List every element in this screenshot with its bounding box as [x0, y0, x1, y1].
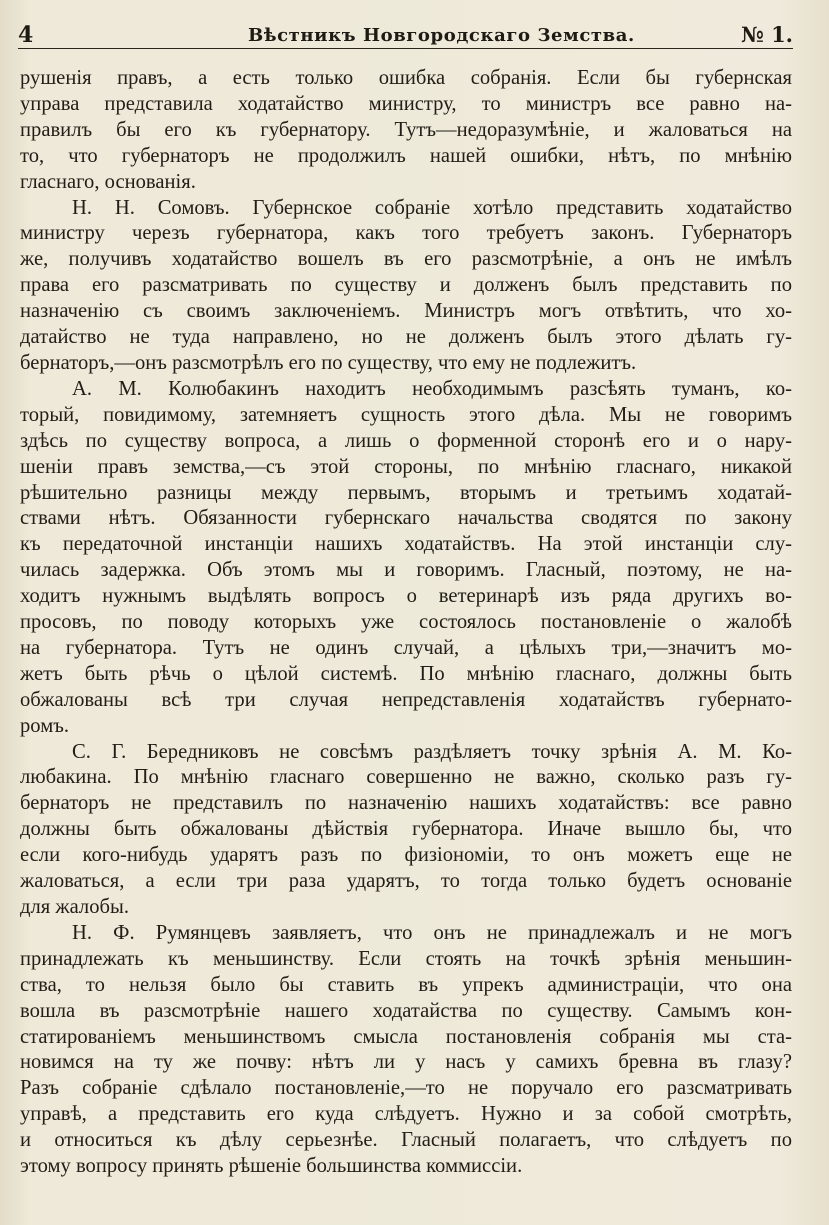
- text-line: чилась задержка. Объ этомъ мы и говоримъ. Гласный, поэтому, не на-: [20, 559, 792, 582]
- text-line: жетъ быть рѣчь о цѣлой системѣ. По мнѣнію гласнаго, должны быть: [20, 662, 792, 685]
- text-line: министру черезъ губернатора, какъ того требуетъ законъ. Губернаторъ: [20, 222, 792, 245]
- body-text: [20, 66, 792, 1180]
- text-line: любакина. По мнѣнію гласнаго совершенно не важно, сколько разъ гу-: [20, 766, 792, 789]
- text-line: Н. Н. Сомовъ. Губернское собраніе хотѣло представить ходатайство: [72, 196, 792, 219]
- text-line: А. М. Колюбакинъ находитъ необходимымъ разсѣять туманъ, ко-: [72, 377, 792, 400]
- text-line: ходитъ нужнымъ выдѣлять вопросъ о ветеринарѣ изъ ряда другихъ во-: [20, 585, 792, 608]
- paragraph: [20, 740, 792, 921]
- text-line: для жалобы.: [20, 896, 129, 918]
- text-line: здѣсь по существу вопроса, а лишь о форменной сторонѣ его и о нару-: [20, 429, 792, 452]
- text-line: то, что губернаторъ не продолжилъ нашей ошибки, нѣтъ, по мнѣнію: [20, 144, 792, 167]
- journal-title: Вѣстникъ Новгородскаго Земства.: [248, 25, 635, 46]
- text-line: назначенію съ своимъ заключеніемъ. Министръ могъ отвѣтить, что хо-: [20, 300, 792, 323]
- text-line: бернаторъ не представилъ по назначенію нашихъ ходатайствъ: все равно: [20, 792, 792, 815]
- text-line: этому вопросу принять рѣшеніе большинства коммиссіи.: [20, 1155, 523, 1178]
- issue-number: № 1.: [740, 22, 793, 47]
- text-line: права его разсматривать по существу и долженъ былъ представить по: [20, 274, 792, 297]
- text-line: управѣ, а представить его куда слѣдуетъ. Нужно и за собой смотрѣть,: [20, 1103, 792, 1126]
- text-line: датайство не туда направлено, но не долженъ былъ этого дѣлать гу-: [20, 326, 792, 349]
- text-line: шеніи правъ земства,—съ этой стороны, по мнѣнію гласнаго, никакой: [20, 455, 792, 478]
- text-line: управа представила ходатайство министру, то министръ все равно на-: [20, 92, 792, 115]
- paragraph: [20, 196, 792, 377]
- text-line: просовъ, по поводу которыхъ уже состоялось постановленіе о жалобѣ: [20, 611, 792, 634]
- text-line: С. Г. Бередниковъ не совсѣмъ раздѣляетъ точку зрѣнія А. М. Ко-: [72, 740, 792, 763]
- text-line: Разъ собраніе сдѣлало постановленіе,—то не поручало его разсматривать: [20, 1077, 792, 1100]
- text-line: жаловаться, а если три раза ударятъ, то тогда только будетъ основаніе: [20, 870, 792, 893]
- text-line: рѣшительно разницы между первымъ, вторымъ и третьимъ ходатай-: [20, 481, 792, 504]
- text-line: обжалованы всѣ три случая непредставленія ходатайствъ губернато-: [20, 688, 792, 711]
- text-line: вошла въ разсмотрѣніе нашего ходатайства по существу. Самымъ кон-: [20, 999, 792, 1022]
- text-line: Н. Ф. Румянцевъ заявляетъ, что онъ не принадлежалъ и не могъ: [72, 921, 792, 944]
- text-line: должны быть обжалованы дѣйствія губернатора. Иначе вышло бы, что: [20, 818, 792, 841]
- text-line: ства, то нельзя было бы ставить въ упрекъ администраціи, что она: [20, 973, 792, 996]
- text-line: на губернатора. Тутъ не одинъ случай, а цѣлыхъ три,—значитъ мо-: [20, 636, 792, 659]
- text-line: правилъ бы его къ губернатору. Тутъ—недоразумѣніе, и жаловаться на: [20, 118, 792, 141]
- text-line: же, получивъ ходатайство вошелъ въ его разсмотрѣніе, а онъ не имѣлъ: [20, 248, 792, 271]
- header-rule: [18, 48, 793, 49]
- text-line: гласнаго, основанія.: [20, 170, 196, 193]
- text-line: торый, повидимому, затемняетъ сущность этого дѣла. Мы не говоримъ: [20, 403, 792, 426]
- running-header: [18, 18, 793, 50]
- text-line: бернаторъ,—онъ разсмотрѣлъ его по существу, что ему не подлежитъ.: [20, 351, 637, 374]
- text-line: статированіемъ меньшинствомъ смысла постановленія собранія мы ста-: [20, 1025, 792, 1048]
- text-line: новимся на ту же почву: нѣтъ ли у насъ у самихъ бревна въ глазу?: [20, 1051, 792, 1074]
- text-line: рушенія правъ, а есть только ошибка собранія. Если бы губернская: [20, 67, 792, 89]
- text-line: ромъ.: [20, 714, 70, 737]
- text-line: принадлежать къ меньшинству. Если стоять на точкѣ зрѣнія меньшин-: [20, 947, 792, 970]
- text-line: ствами нѣтъ. Обязанности губернскаго начальства сводятся по закону: [20, 507, 792, 530]
- text-line: если кого-нибудь ударятъ разъ по физіономіи, то онъ можетъ еще не: [20, 844, 792, 867]
- page-number: 4: [18, 22, 34, 48]
- paragraph: [20, 377, 792, 740]
- text-line: и относиться къ дѣлу серьезнѣе. Гласный полагаетъ, что слѣдуетъ по: [20, 1129, 792, 1152]
- paragraph: [20, 921, 792, 1180]
- paragraph: [20, 66, 792, 196]
- text-line: къ передаточной инстанціи нашихъ ходатайствъ. На этой инстанціи слу-: [20, 533, 792, 556]
